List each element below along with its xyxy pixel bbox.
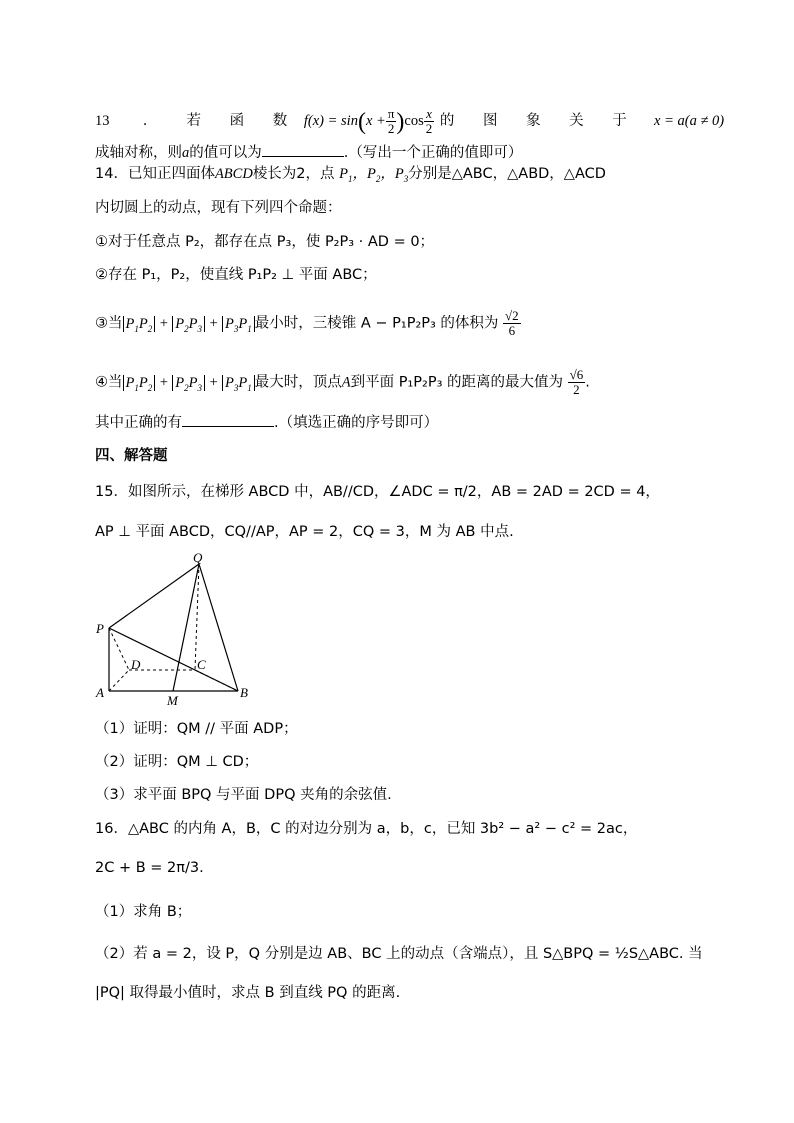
q15-sub2: （2）证明：QM ⊥ CD； (95, 754, 259, 770)
q16-sub2: （2）若 a = 2，设 P，Q 分别是边 AB、BC 上的动点（含端点），且 S△BPQ = ½S△ABC. 当 (95, 946, 703, 962)
q14-prop2: ②存在 P₁，P₂，使直线 P₁P₂ ⊥ 平面 ABC； (95, 267, 377, 283)
q16-sub1: （1）求角 B； (95, 904, 192, 920)
q13-line2: 成轴对称，则a的值可以为 .（写出一个正确的值即可） (95, 142, 522, 163)
edge-AD (109, 670, 129, 691)
label-M: M (167, 693, 178, 708)
q14-prop1: ①对于任意点 P₂，都存在点 P₃，使 P₂P₃ · AD = 0； (95, 234, 435, 250)
q14-prop3: ③当 $P_1P_2 + P_2P_3 + P_3P_1$ 最小时，三棱锥 A − P₁P₂P₃ 的体积为 $\frac{√2}{6}$ (95, 308, 519, 338)
q15-line1: 15．如图所示，在梯形 ABCD 中，AB//CD，∠ADC = π/2，AB = 2AD = 2CD = 4， (95, 484, 660, 500)
label-B: B (240, 685, 248, 700)
q13-tail: 的 图 象 关 于 (439, 112, 639, 129)
q14-answer-blank[interactable] (182, 412, 274, 427)
q13-condition: x = a(a ≠ 0) (654, 112, 725, 129)
q15-figure (92, 550, 292, 710)
q16-line4: |PQ| 取得最小值时，求点 B 到直线 PQ 的距离. (95, 985, 401, 1001)
q13-dot: . (142, 112, 148, 129)
q13-line1 (95, 106, 725, 136)
q14-answer: 其中正确的有 .（填选正确的序号即可） (95, 412, 438, 433)
label-P: P (96, 621, 104, 636)
label-C: C (197, 657, 206, 672)
section-title: 四、解答题 (95, 448, 168, 464)
q13-answer-blank[interactable] (262, 142, 344, 157)
label-A: A (96, 685, 104, 700)
edge-PD (109, 628, 129, 670)
q13-number: 13 (95, 112, 110, 129)
q15-sub3: （3）求平面 BPQ 与平面 DPQ 夹角的余弦值. (95, 787, 392, 803)
q13-formula: f(x) = sin(x + $\frac{\pi}{2}$ )cos $\frac{x}{2}$ (303, 106, 433, 136)
q16-line2: 2C + B = 2π/3. (95, 860, 204, 876)
q14-prop4: ④当 $P_1P_2 + P_2P_3 + P_3P_1$ 最大时，顶点A到平面 P₁P₂P₃ 的距离的最大值为 $\frac{√6}{2}$ . (95, 367, 590, 397)
q14-line2: 内切圆上的动点，现有下列四个命题： (95, 200, 342, 216)
q13-lead: 若 函 数 (186, 112, 300, 129)
label-D: D (131, 657, 141, 672)
q15-line2: AP ⊥ 平面 ABCD，CQ//AP，AP = 2，CQ = 3，M 为 AB 中点. (95, 524, 514, 540)
edge-QM (173, 564, 199, 691)
label-Q: Q (193, 550, 203, 565)
q15-sub1: （1）证明：QM // 平面 ADP； (95, 721, 298, 737)
q14-line1: 14．已知正四面体ABCD棱长为2，点 $P_1$，$P_2$，$P_3$分别是△ABC，△ABD，△ACD (95, 166, 606, 184)
q16-line1: 16．△ABC 的内角 A，B，C 的对边分别为 a，b，c，已知 3b² − a² − c² = 2ac， (95, 821, 638, 837)
edge-PQ (109, 564, 199, 628)
